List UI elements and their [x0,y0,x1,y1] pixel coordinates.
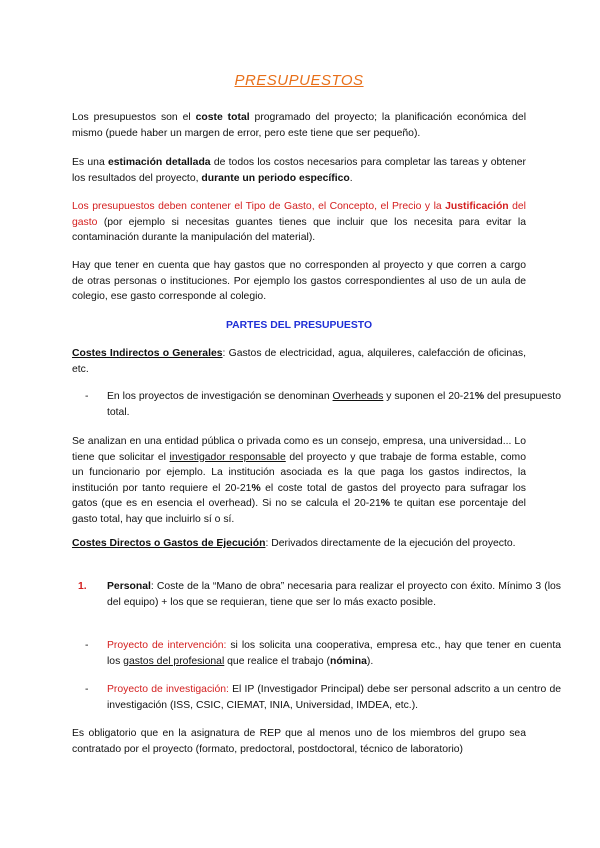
text: del proyecto y que trabaje de forma estable, como un funcionario por ejemplo. La institución asociada es la que paga los gastos indirectos, la institución por tanto requiere el 20-21 [72,451,526,494]
bullet-dash: - [85,684,89,695]
list-item-personal [72,579,561,610]
red-label: Proyecto de investigación: [107,684,229,695]
red-label: Proyecto de intervención: [107,640,227,651]
bullet-dash: - [85,391,89,402]
underlined-text: gastos del profesional [123,655,225,667]
text: Es una [72,157,108,168]
paragraph-estimacion [72,155,526,186]
bold-text: durante un periodo específico [201,172,350,184]
text: (por ejemplo si necesitas guantes tienes que incluir que los necesita para evitar la contaminación durante la manipulación del material). [72,216,526,244]
text: del presupuesto total. [107,391,561,418]
text: : Gastos de electricidad, agua, alquileres, calefacción de oficinas, etc. [72,348,526,375]
text: Los presupuestos son el [72,112,196,123]
bold-label: Personal [107,581,151,592]
text: En los proyectos de investigación se denominan [107,391,333,402]
bullet-overheads [72,389,561,420]
text: : Coste de la “Mano de obra” necesaria para realizar el proyecto con éxito. Mínimo 3 (los del equipo) + los que se requieran, tiene que ser lo más exacto posible. [107,581,561,608]
text: de todos los costos necesarios para completar las tareas y obtener los resultados del proyecto, [72,157,526,184]
paragraph-contenido [72,199,526,246]
underlined-text: Overheads [332,391,384,402]
red-text: del gasto [72,201,526,228]
list-number: 1. [78,581,87,592]
paragraph-coste-total [72,110,526,141]
text: el coste total de gastos del proyecto para sufragar los gatos (que es en esencia el overhead). Si no se calcula el 20-21 [72,482,526,510]
text: y suponen el 20-21 [383,391,475,402]
bullet-dash: - [85,640,89,651]
text: Se analizan en una entidad pública o privada como es un consejo, empresa, una universidad... Lo tiene que solicitar el [72,436,526,463]
bold-text: % [251,482,261,494]
underlined-label: Costes Directos o Gastos de Ejecución [72,538,266,549]
text: programado del proyecto; la planificación económica del mismo (puede haber un margen de error, pero este tiene que ser pequeño). [72,112,527,139]
underlined-text: investigador responsable [169,451,286,463]
text: ). [366,655,374,667]
list-item-investigacion [72,682,561,713]
bold-text: % [474,391,485,402]
paragraph-costes-indirectos [72,346,526,377]
bold-text: coste total [195,112,250,123]
text: El IP (Investigador Principal) debe ser personal adscrito a un centro de investigación (ISS, CSIC, CIEMAT, INIA, Universidad, IMDEA, etc.). [107,684,561,711]
text: si los solicita una cooperativa, empresa etc., hay que tener en cuenta los [107,640,561,667]
paragraph-obligatorio: Es obligatorio que en la asignatura de REP que al menos uno de los miembros del grupo sea contratado por el proyecto (formato, predoctoral, postdoctoral, técnico de laboratorio) [72,728,526,755]
section-heading: PARTES DEL PRESUPUESTO [225,320,373,331]
red-text: Los presupuestos deben contener el Tipo de Gasto, el Concepto, el Precio y la [72,201,446,212]
bold-text: estimación detallada [107,157,211,168]
text: : Derivados directamente de la ejecución del proyecto. [265,538,516,549]
text: . [349,172,353,184]
paragraph-costes-directos [72,536,526,552]
text: te quitan ese porcentaje del gasto total, hay que incluirlo sí o sí. [72,498,526,525]
paragraph-gastos-ajenos: Hay que tener en cuenta que hay gastos que no corresponden al proyecto y que corren a cargo de otras personas o instituciones. Por ejemplo los gastos correspondientes al uso de un aula de colegio, ese gasto corresponde al colegio. [72,260,526,303]
page-title: PRESUPUESTOS [234,72,364,89]
bold-text: % [380,498,391,510]
text: que realice el trabajo ( [224,655,330,667]
red-bold-text: Justificación [445,201,509,212]
paragraph-entidad [72,434,526,528]
list-item-intervencion [72,638,561,669]
underlined-label: Costes Indirectos o Generales [72,348,223,359]
bold-text: nómina [329,655,367,667]
